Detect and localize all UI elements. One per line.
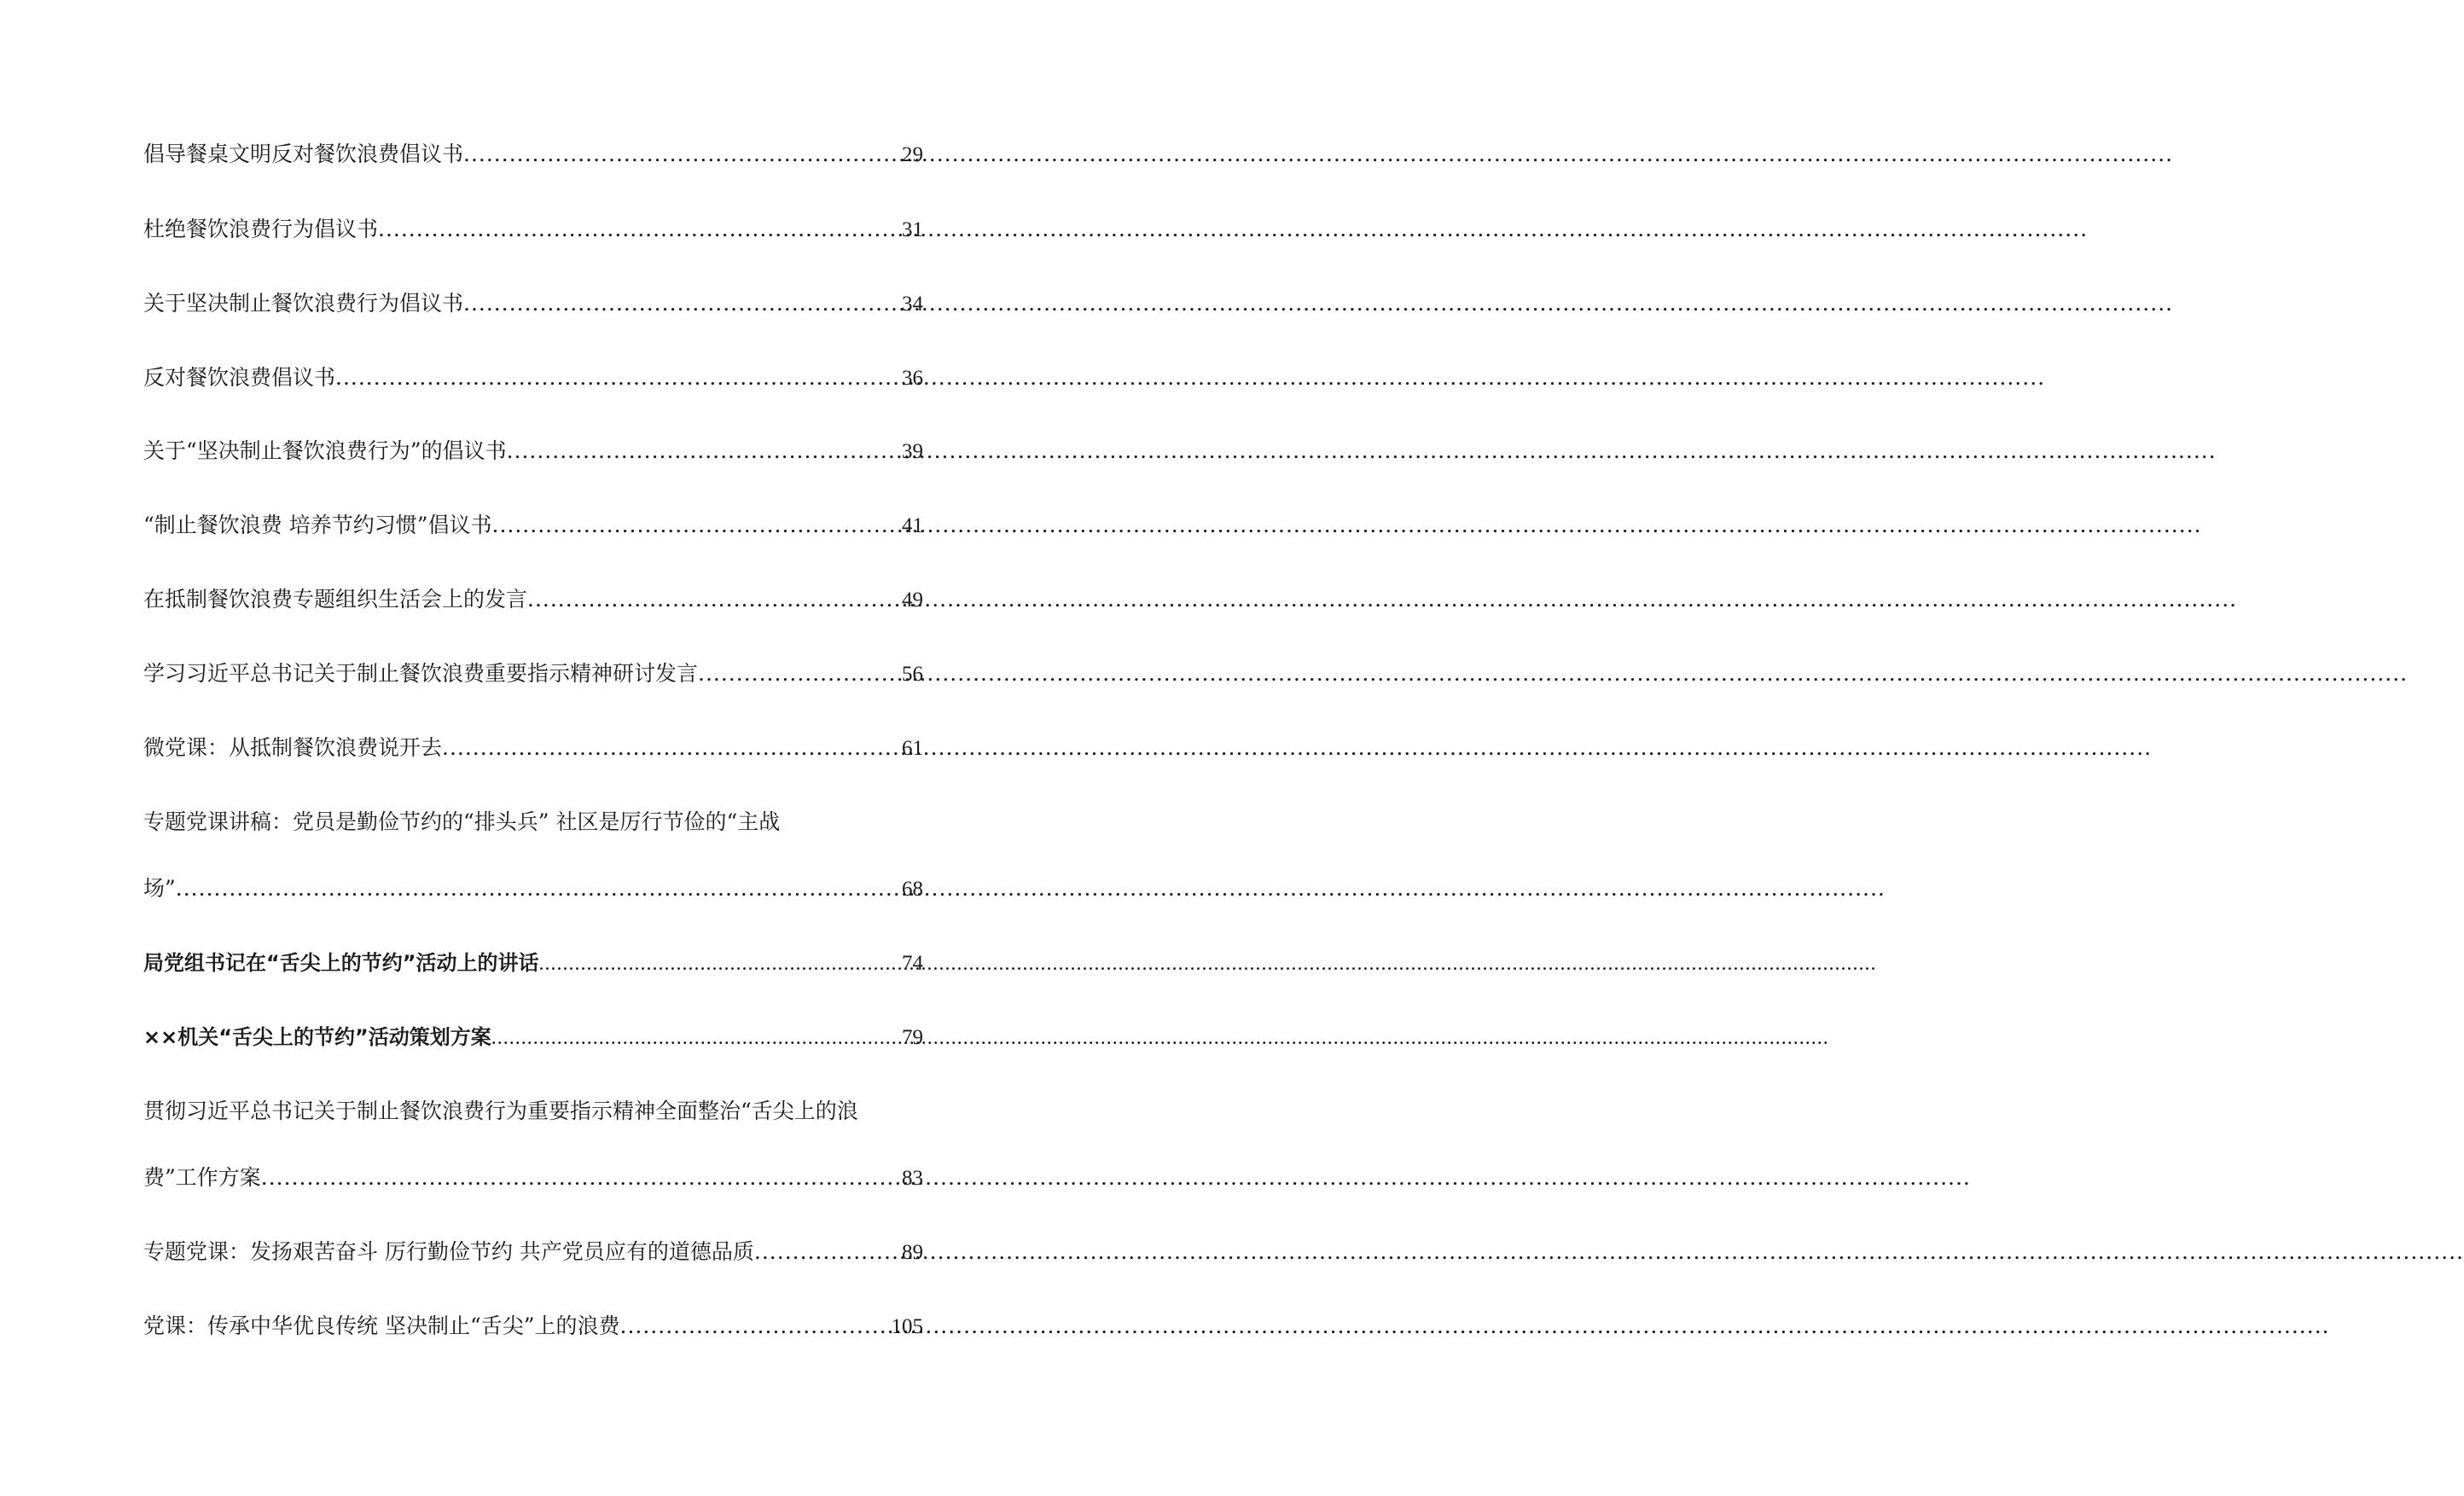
dot-leader (176, 876, 900, 902)
toc-entry-title: “制止餐饮浪费 培养节约习惯”倡议书 (143, 513, 492, 537)
toc-entry-title: 倡导餐桌文明反对餐饮浪费倡议书 (143, 142, 464, 166)
dot-leader (527, 587, 900, 612)
toc-entry-page: 39 (902, 440, 923, 463)
toc-entry-title: 微党课：从抵制餐饮浪费说开去 (143, 735, 443, 760)
dot-leader (378, 217, 900, 242)
toc-entry[interactable] (143, 1099, 923, 1192)
toc-entry-title-line1: 贯彻习近平总书记关于制止餐饮浪费行为重要指示精神全面整治“舌尖上的浪 (143, 1099, 858, 1123)
toc-entry-title: 在抵制餐饮浪费专题组织生活会上的发言 (143, 587, 528, 612)
dot-leader (507, 438, 900, 464)
dot-leader (754, 1239, 900, 1265)
dot-leader (698, 661, 900, 687)
toc-entry-title-line1: 专题党课讲稿：党员是勤俭节约的“排头兵” 社区是厉行节俭的“主战 (143, 809, 781, 834)
toc-entry-title: 专题党课：发扬艰苦奋斗 厉行勤俭节约 共产党员应有的道德品质 (143, 1239, 754, 1264)
toc-entry[interactable] (143, 142, 923, 168)
dot-leader (261, 1165, 900, 1191)
toc-page (0, 0, 1058, 1496)
toc-entry-title: 关于“坚决制止餐饮浪费行为”的倡议书 (143, 438, 507, 463)
toc-entry-page: 79 (902, 1026, 923, 1049)
toc-entry-page: 36 (902, 367, 923, 390)
toc-entry-page: 105 (891, 1315, 923, 1338)
toc-entry-title: 党课：传承中华优良传统 坚决制止“舌尖”上的浪费 (143, 1313, 620, 1338)
toc-entry-page: 29 (902, 143, 923, 166)
dot-leader (335, 365, 900, 391)
toc-entry-title-line2: 场” (143, 876, 176, 901)
toc-entry-title: 学习习近平总书记关于制止餐饮浪费重要指示精神研讨发言 (143, 661, 699, 686)
dot-leader (491, 1025, 900, 1051)
toc-entry[interactable] (143, 217, 923, 243)
dot-leader (492, 513, 900, 538)
toc-entry-title: 杜绝餐饮浪费行为倡议书 (143, 217, 379, 241)
dot-leader (463, 291, 900, 316)
toc-entry-title: 反对餐饮浪费倡议书 (143, 365, 336, 390)
toc-entry[interactable] (143, 438, 923, 465)
toc-entry-page: 68 (902, 878, 923, 901)
toc-entry-page: 89 (902, 1241, 923, 1264)
toc-entry-title-line2: 费”工作方案 (143, 1165, 261, 1190)
toc-entry-page: 41 (902, 514, 923, 537)
toc-entry[interactable] (143, 950, 923, 977)
toc-entry[interactable] (143, 1239, 923, 1266)
toc-entry[interactable] (143, 291, 923, 317)
toc-entry[interactable] (143, 587, 923, 613)
toc-entry[interactable] (143, 1024, 923, 1051)
toc-entry-title: 关于坚决制止餐饮浪费行为倡议书 (143, 291, 464, 316)
toc-entry[interactable] (143, 809, 923, 902)
toc-entry-page: 34 (902, 293, 923, 316)
toc-entry-page: 74 (902, 952, 923, 975)
toc-entry-title: ××机关“舌尖上的节约”活动策划方案 (143, 1025, 491, 1049)
toc-entry-page: 61 (902, 737, 923, 760)
toc-entry-page: 31 (902, 218, 923, 241)
toc-entry[interactable] (143, 513, 923, 539)
toc-entry-page: 83 (902, 1167, 923, 1190)
toc-entry[interactable] (143, 661, 923, 687)
toc-entry[interactable] (143, 1313, 923, 1340)
toc-entry[interactable] (143, 365, 923, 391)
dot-leader (463, 142, 900, 167)
toc-entry-page: 56 (902, 663, 923, 686)
dot-leader (539, 951, 900, 977)
toc-entry-page: 49 (902, 589, 923, 612)
toc-entry[interactable] (143, 735, 923, 762)
dot-leader (620, 1313, 890, 1339)
toc-entry-title: 局党组书记在“舌尖上的节约”活动上的讲话 (143, 951, 539, 975)
dot-leader (442, 735, 900, 761)
